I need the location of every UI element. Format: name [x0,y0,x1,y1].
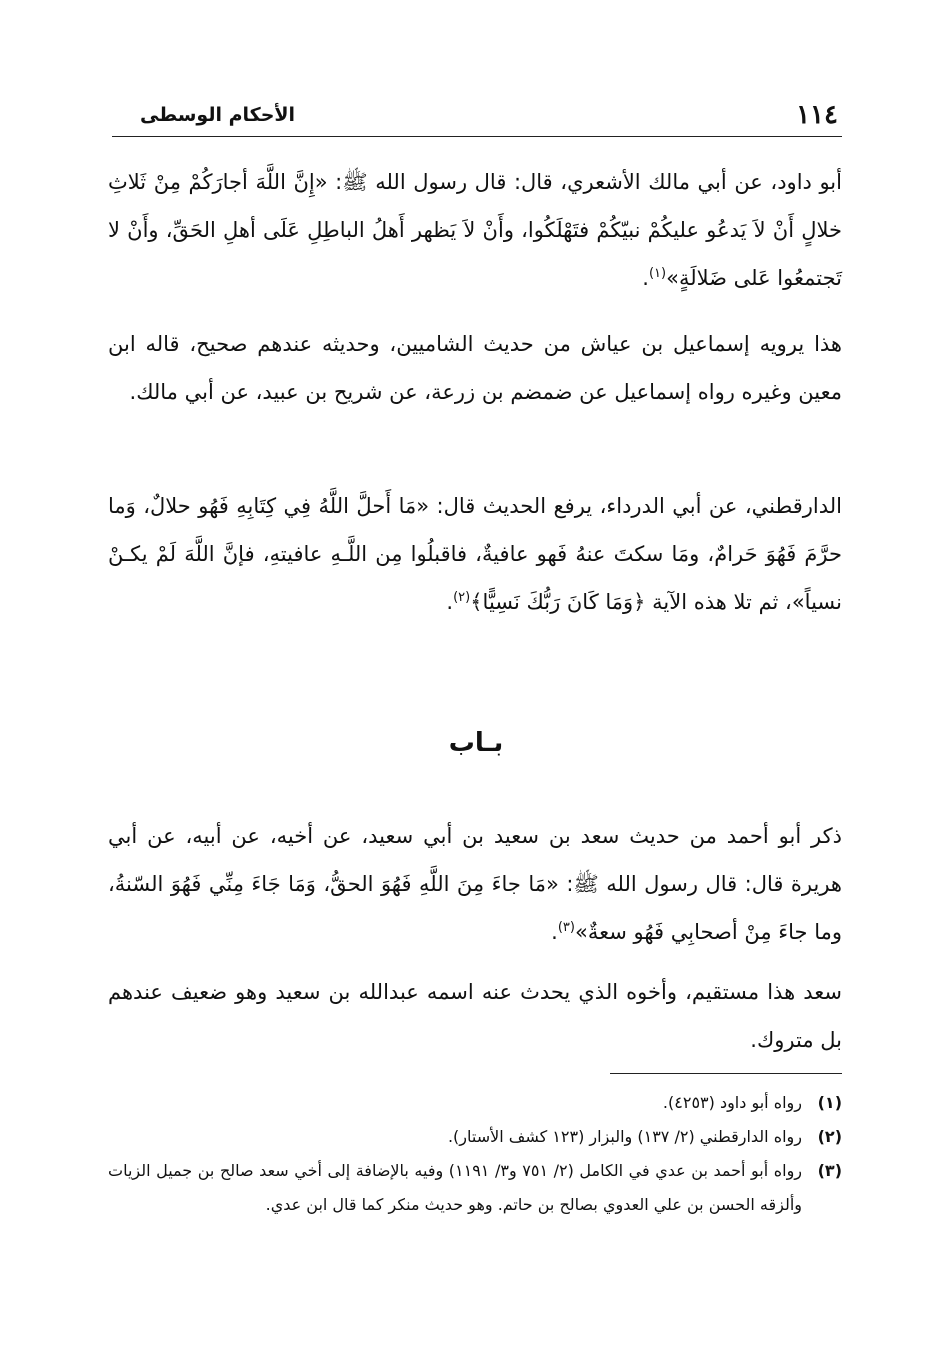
paragraph-end: . [551,920,558,944]
paragraph-text: هذا يرويه إسماعيل بن عياش من حديث الشاميين، وحديثه عندهم صحيح، قاله ابن معين وغيره رواه إسماعيل عن ضمضم بن زرعة، عن شريح بن عبيد، عن أبي مالك. [108,332,842,404]
paragraph-text: الدارقطني، عن أبي الدرداء، يرفع الحديث قال: «مَا أَحلَّ اللَّهُ فِي كِتَابِهِ فَهُو حلالٌ، وَما حرَّمَ فَهُوَ حَرامٌ، ومَا سكتَ عنهُ فَهو عافيةٌ، فاقبلُوا مِن اللَّـهِ عافيتهِ، فإنَّ اللَّهَ لَمْ يكـنْ نسياً»، ثم تلا هذه الآية ﴿وَمَا كَانَ رَبُّكَ نَسِيًّا﴾ [108,494,842,614]
footnote [108,1154,842,1222]
paragraph-text: أبو داود، عن أبي مالك الأشعري، قال: قال رسول الله ﷺ: «إِنَّ اللَّهَ أجارَكُمْ مِنْ ثَلاثِ خلالٍ أَنْ لاَ يَدعُو عليكُمْ نبيّكُمْ فتَهْلَكُوا، وأَنْ لاَ يَظهر أَهلُ الباطِلِ عَلَى أهلِ الحَقِّ، وأَنْ لا تَجتمعُوا عَلى ضَلالَةٍ» [108,170,842,290]
paragraph-end: . [642,266,649,290]
paragraph-abu-ahmad [108,812,842,956]
paragraph-end: . [446,590,454,614]
footnote-ref: (١) [648,266,667,281]
paragraph-text: ذكر أبو أحمد من حديث سعد بن سعيد بن أبي سعيد، عن أخيه، عن أبيه، عن أبي هريرة قال: قال رسول الله ﷺ: «مَا جاءَ مِنَ اللَّهِ فَهُوَ الحقُّ، وَمَا جَاءَ مِنِّي فَهُوَ السّنةُ، وما جاءَ مِنْ أصحابِي فَهُو سعةٌ» [108,824,842,944]
chapter-heading: بـاب [448,728,504,758]
footnote-number: (١) [817,1093,842,1112]
paragraph-commentary [108,320,842,416]
footnote-separator [610,1073,842,1074]
footnote [108,1086,842,1120]
page-number: ١١٤ [796,100,838,130]
footnote-ref: (٢) [453,590,471,605]
footnote [108,1120,842,1154]
footnote-text: رواه أبو داود (٤٢٥٣). [662,1093,802,1112]
footnote-number: (٣) [817,1161,842,1180]
paragraph-text: سعد هذا مستقيم، وأخوه الذي يحدث عنه اسمه عبدالله بن سعيد وهو ضعيف عندهم بل متروك. [108,980,842,1052]
page-header [112,96,842,137]
footnotes [108,1086,842,1222]
footnote-text: رواه أبو أحمد بن عدي في الكامل (٢/ ٧٥١ و٣/ ١١٩١) وفيه بالإضافة إلى أخي سعد صالح بن جميل الزيات وألزقه الحسن بن علي العدوي بصالح بن حاتم. وهو حديث منكر كما قال ابن عدي. [108,1161,803,1214]
paragraph-saad-commentary [108,968,842,1064]
running-title: الأحكام الوسطى [140,104,296,126]
footnote-ref: (٣) [557,920,575,935]
paragraph-abu-dawud [108,158,842,302]
footnote-number: (٢) [817,1127,842,1146]
paragraph-daraqutni [108,482,842,626]
footnote-text: رواه الدارقطني (٢/ ١٣٧) والبزار (١٢٣ كشف الأستار). [447,1127,802,1146]
